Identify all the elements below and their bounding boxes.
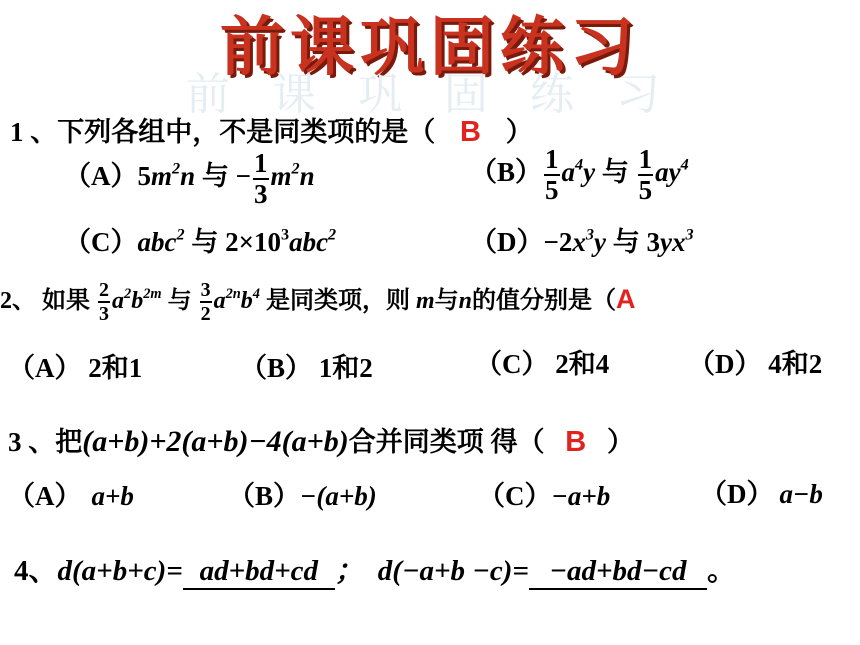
q1-answer: B [460, 116, 481, 148]
q1-option-c [64, 220, 336, 259]
q1-b-term1: $a^4y$ [561, 155, 596, 188]
q2-term2: $a^{2n}b^4$ [213, 285, 260, 314]
q1-close: ） [505, 117, 533, 147]
q3-c-expr: −a+b [551, 481, 611, 511]
q4-blank2: −ad+bd−cd [529, 555, 707, 590]
q4-prefix: 4、 [14, 555, 58, 587]
q3-a-label: （A） [8, 481, 82, 511]
q1-d-coef: −2 [543, 227, 573, 257]
q1-c-and: 与 [191, 227, 219, 257]
q1-d-coef2: 3 [646, 227, 660, 257]
slide-title: 前课巩固练习 [220, 11, 640, 85]
q3-option-a [8, 474, 134, 513]
q1-a-fraction: $\frac{1}{3}$ [254, 148, 268, 209]
q3-prefix: 3 、把 [8, 427, 83, 457]
q3-option-c [478, 474, 610, 513]
q1-stem-text: 1 、下列各组中，不是同类项的是（ [10, 117, 436, 147]
q1-d-and: 与 [612, 227, 640, 257]
q1-a-coef: 5 [137, 161, 151, 192]
q1-b-fraction1: $\frac{1}{5}$ [545, 144, 559, 205]
q1-option-a [64, 150, 315, 208]
q2-stem [0, 280, 636, 324]
q4-line [14, 548, 736, 590]
q2-term1: $a^2b^{2m}$ [112, 285, 162, 314]
q3-option-b [228, 474, 377, 513]
q4-end: 。 [706, 555, 736, 587]
q2-mid: 是同类项，则 [266, 288, 410, 314]
q2-and2: 与 [434, 288, 459, 314]
q2-and: 与 [167, 288, 192, 314]
q3-mid: 合并同类项 得（ [348, 427, 545, 457]
q4-left1: d(a+b+c)= [57, 555, 183, 587]
q2-prefix: 2、 如果 [0, 288, 90, 314]
q3-d-label: （D） [700, 479, 774, 509]
q4-blank1: ad+bd+cd [183, 555, 335, 590]
q1-a-and: 与 [201, 161, 229, 192]
q2-fraction2: $\frac{3}{2}$ [200, 279, 211, 326]
q3-answer: B [565, 426, 587, 458]
q1-stem [10, 110, 533, 149]
q1-a-term2: $m^2n$ [270, 159, 315, 192]
q3-stem [8, 420, 634, 459]
q1-b-fraction2: $\frac{1}{5}$ [638, 144, 653, 205]
q1-b-label: （B） [470, 157, 543, 188]
q4-left2: d(−a+b −c)= [377, 555, 529, 587]
q2-fraction1: $\frac{2}{3}$ [99, 279, 109, 326]
q3-expression: (a+b)+2(a+b)−4(a+b) [82, 425, 349, 458]
q1-d-term1: $x^3y$ [572, 225, 606, 257]
q2-option-b: （B） 1和2 [240, 353, 373, 383]
q2-option-a: （A） 2和1 [8, 353, 143, 383]
q2-option-c: （C） 2和4 [475, 349, 610, 379]
q3-a-expr: a+b [91, 481, 134, 511]
q1-a-label: （A） [64, 161, 138, 192]
q3-d-expr: a−b [779, 479, 823, 509]
q1-c-coef: 2×10 [225, 227, 281, 257]
q1-c-term1: abc$^2$ [137, 225, 185, 257]
q2-tail: 的值分别是（ [472, 288, 617, 314]
q3-b-label: （B） [228, 481, 301, 511]
q2-answer: A [616, 284, 636, 314]
q1-c-label: （C） [64, 227, 138, 257]
q1-b-and: 与 [601, 157, 629, 188]
q2-option-d: （D） 4和2 [688, 349, 823, 379]
slide-title-reflection: 前 课 巩 固 练 习 [186, 69, 674, 120]
q2-n: n [458, 288, 473, 314]
q3-option-d [700, 472, 823, 511]
q3-close: ） [606, 427, 634, 457]
q1-c-exp: 3 [280, 225, 290, 244]
q1-option-d [470, 220, 694, 259]
q3-c-label: （C） [478, 481, 552, 511]
q1-a-minus: − [235, 161, 252, 192]
q1-c-term2: abc$^2$ [289, 225, 337, 257]
q1-d-label: （D） [470, 227, 544, 257]
q1-d-term2: $yx^3$ [659, 225, 694, 257]
q4-sep: ； [334, 555, 364, 587]
q3-b-expr: −(a+b) [300, 481, 377, 511]
q1-b-term2: $ay^4$ [655, 155, 689, 188]
q1-option-b [470, 146, 689, 204]
q2-m: m [416, 288, 435, 314]
q1-a-term1: $m^2n$ [151, 159, 196, 192]
